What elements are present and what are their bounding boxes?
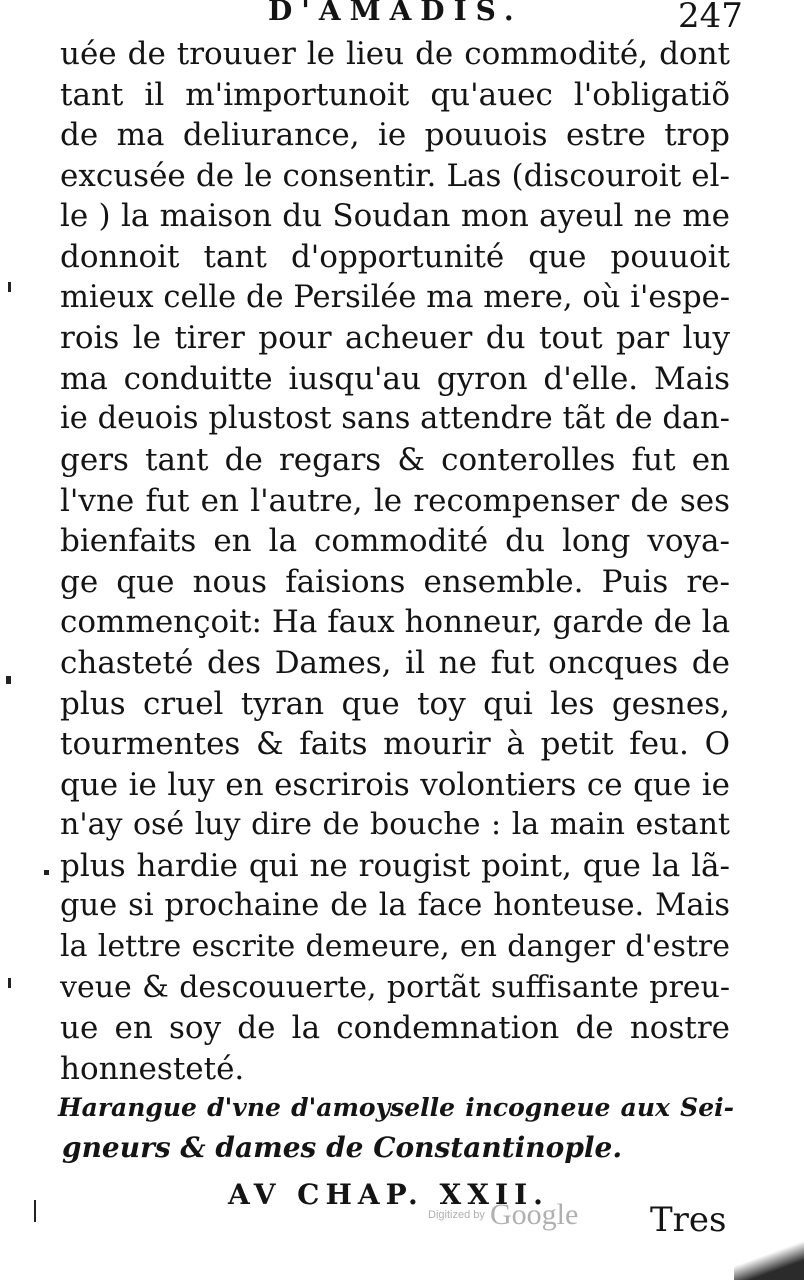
page-number: 247 <box>678 0 743 36</box>
section-heading <box>58 1088 734 1168</box>
text-line: tant il m'importunoit qu'auec l'obligatiõ <box>60 76 730 113</box>
text-line: plus cruel tyran que toy qui les gesnes, <box>60 685 730 722</box>
watermark-prefix: Digitized by <box>428 1209 485 1221</box>
text-line: chasteté des Dames, il ne fut oncques de <box>60 644 730 681</box>
body-text <box>60 34 730 1089</box>
digitized-watermark <box>428 1198 578 1232</box>
catchword: Tres <box>650 1200 727 1240</box>
text-line: bienfaits en la commodité du long voya- <box>60 523 730 560</box>
text-line: ma conduitte iusqu'au gyron d'elle. Mais <box>60 360 730 397</box>
margin-speck <box>44 870 49 875</box>
margin-speck <box>6 676 11 684</box>
text-line: la lettre escrite demeure, en danger d'estre <box>60 929 730 965</box>
text-line: que ie luy en escrirois volontiers ce que ie <box>60 766 730 803</box>
text-line: plus hardie qui ne rougist point, que la lã- <box>60 847 730 884</box>
heading-line-1: Harangue d'vne d'amoyselle incogneue aux Sei- <box>58 1093 734 1122</box>
running-head: D'AMADIS. <box>268 0 523 27</box>
text-line: de ma deliurance, ie pouuois estre trop <box>60 117 730 154</box>
text-line: gue si prochaine de la face honteuse. Mais <box>60 888 730 924</box>
margin-speck <box>34 1200 36 1222</box>
heading-line-2: gneurs & dames de Constantinople. <box>62 1131 623 1164</box>
text-line: rois le tirer pour acheuer du tout par luy <box>60 320 730 357</box>
margin-speck <box>8 282 11 292</box>
text-line: ge que nous faisions ensemble. Puis re- <box>60 563 730 600</box>
text-line: n'ay osé luy dire de bouche : la main estant <box>60 807 730 843</box>
chapter-label: AV CHAP. XXII. <box>228 1178 549 1211</box>
text-line: tourmentes & faits mourir à petit feu. O <box>60 726 730 763</box>
text-line: uée de trouuer le lieu de commodité, dont <box>60 36 730 72</box>
text-line: mieux celle de Persilée ma mere, où i'espe- <box>60 279 730 315</box>
text-line: veue & descouuerte, portãt suffisante preu- <box>60 969 730 1005</box>
page-corner-shadow <box>734 1240 804 1280</box>
text-line-last: honnesteté. <box>60 1050 245 1087</box>
text-line: ue en soy de la condemnation de nostre <box>60 1010 730 1047</box>
text-line: donnoit tant d'opportunité que pouuoit <box>60 238 730 275</box>
text-line: l'vne fut en l'autre, le recompenser de ses <box>60 482 730 519</box>
google-logo: Google <box>489 1198 579 1231</box>
text-line: ie deuois plustost sans attendre tãt de dan- <box>60 401 730 437</box>
text-line: gers tant de regars & conterolles fut en <box>60 441 730 478</box>
margin-speck <box>8 978 11 988</box>
text-line: excusée de le consentir. Las (discouroit el- <box>60 157 730 194</box>
text-line: le ) la maison du Soudan mon ayeul ne me <box>60 198 730 235</box>
text-line: commençoit: Ha faux honneur, garde de la <box>60 604 731 641</box>
